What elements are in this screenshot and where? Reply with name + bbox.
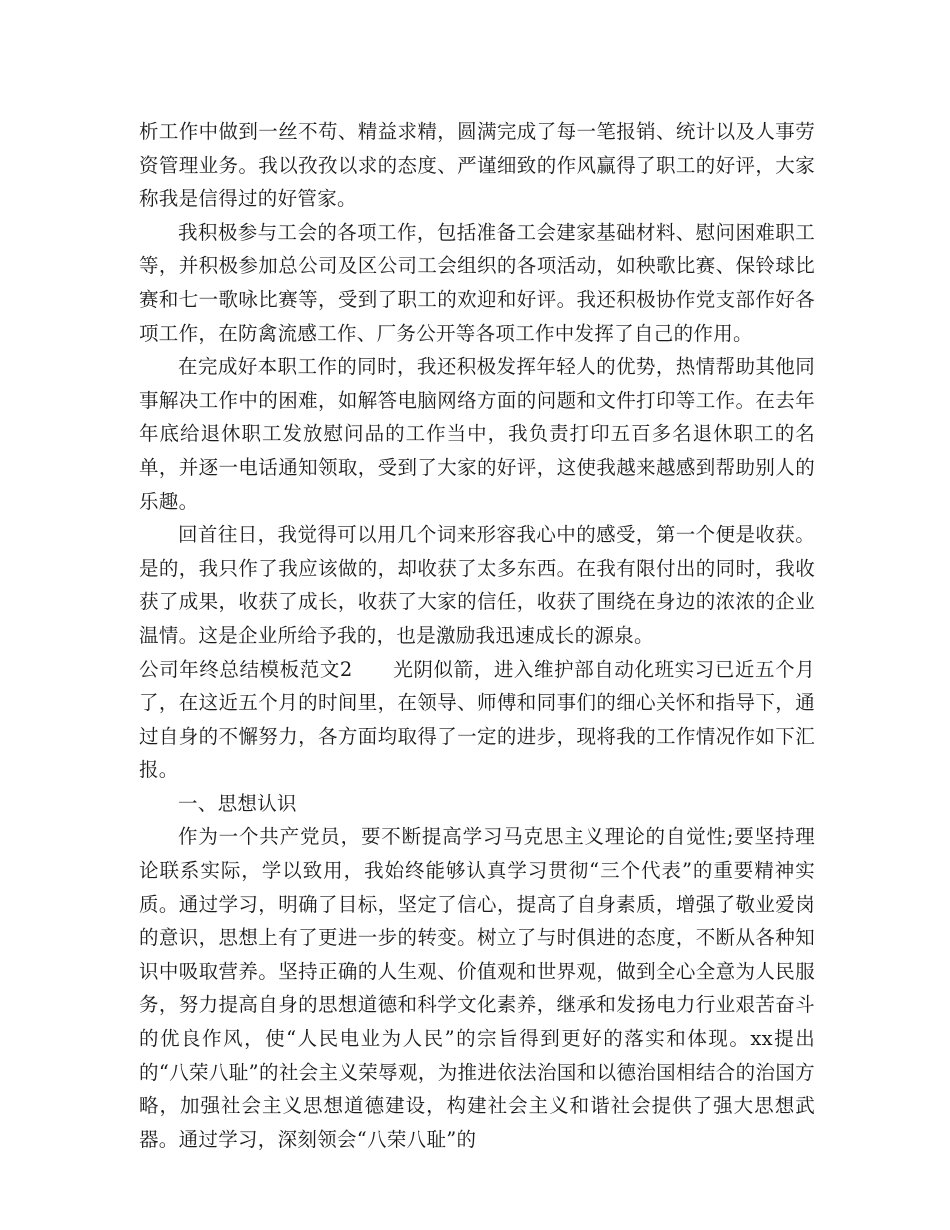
section-heading-thought: 一、思想认识 bbox=[178, 791, 297, 815]
paragraph-5 bbox=[139, 653, 815, 787]
paragraph-1: 析工作中做到一丝不苟、精益求精，圆满完成了每一笔报销、统计以及人事劳资管理业务。我以孜孜以求的态度、严谨细致的作风赢得了职工的好评，大家称我是信得过的好管家。 bbox=[139, 120, 815, 211]
paragraph-7: 作为一个共产党员，要不断提高学习马克思主义理论的自觉性;要坚持理论联系实际，学以致用，我始终能够认真学习贯彻“三个代表”的重要精神实质。通过学习，明确了目标，坚定了信心，提高了自身素质，增强了敬业爱岗的意识，思想上有了更进一步的转变。树立了与时俱进的态度，不断从各种知识中吸取营养。坚持正确的人生观、价值观和世界观，做到全心全意为人民服务，努力提高自身的思想道德和科学文化素养，继承和发扬电力行业艰苦奋斗的优良作风，使“人民电业为人民”的宗旨得到更好的落实和体现。xx提出的“八荣八耻”的社会主义荣辱观，为推进依法治国和以德治国相结合的治国方略，加强社会主义思想道德建设，构建社会主义和谐社会提供了强大思想武器。通过学习，深刻领会“八荣八耻”的 bbox=[139, 825, 815, 1151]
paragraph-4: 回首往日，我觉得可以用几个词来形容我心中的感受，第一个便是收获。是的，我只作了我应该做的，却收获了太多东西。在我有限付出的同时，我收获了成果，收获了成长，收获了大家的信任，收获了围绕在身边的浓浓的企业温情。这是企业所给予我的，也是激励我迅速成长的源泉。 bbox=[139, 523, 815, 647]
paragraph-3: 在完成好本职工作的同时，我还积极发挥年轻人的优势，热情帮助其他同事解决工作中的困难，如解答电脑网络方面的问题和文件打印等工作。在去年年底给退休职工发放慰问品的工作当中，我负责打印五百多名退休职工的名单，并逐一电话通知领取，受到了大家的好评，这使我越来越感到帮助别人的乐趣。 bbox=[139, 355, 815, 513]
paragraph-2: 我积极参与工会的各项工作，包括准备工会建家基础材料、慰问困难职工等，并积极参加总公司及区公司工会组织的各项活动，如秧歌比赛、保铃球比赛和七一歌咏比赛等，受到了职工的欢迎和好评。我还积极协作党支部作好各项工作，在防禽流感工作、厂务公开等各项工作中发挥了自己的作用。 bbox=[139, 220, 815, 345]
document-body bbox=[139, 115, 815, 1156]
paragraph-5-text: 光阴似箭，进入维护部自动化班实习已近五个月了，在这近五个月的时间里，在领导、师傅和同事们的细心关怀和指导下，通过自身的不懈努力，各方面均取得了一定的进步，现将我的工作情况作如下汇报。 bbox=[139, 657, 815, 782]
section-heading-template-2: 公司年终总结模板范文2 bbox=[139, 657, 353, 681]
